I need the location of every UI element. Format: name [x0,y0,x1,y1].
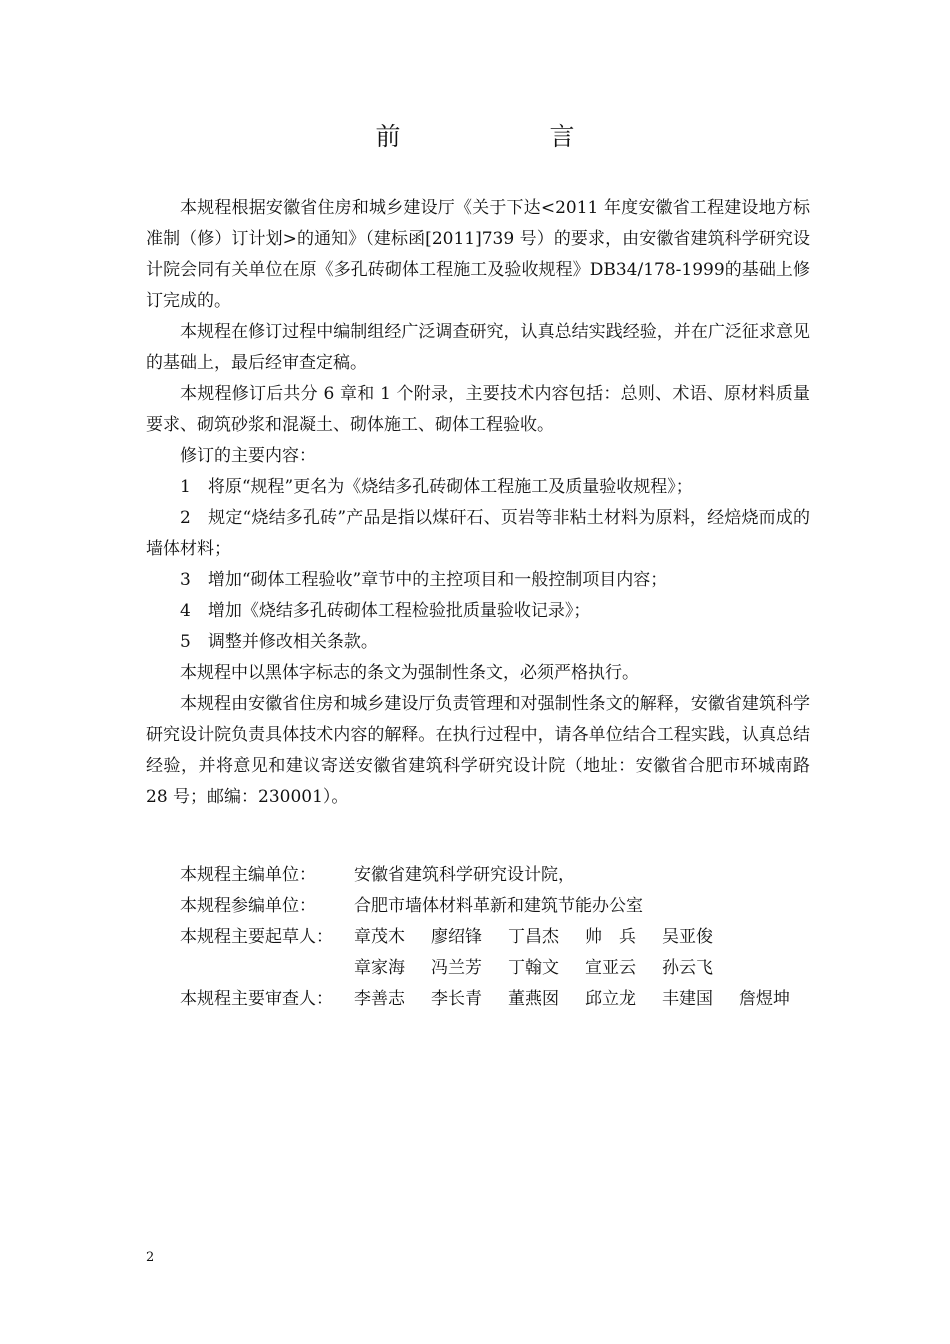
paragraph-revision-heading: 修订的主要内容： [180,446,316,466]
page-title: 前 言 [375,122,637,151]
credit-value: 合肥市墙体材料革新和建筑节能办公室 [354,896,643,916]
reviewer-name: 李长青 [431,989,482,1009]
paragraph-contents: 本规程修订后共分 6 章和 1 个附录，主要技术内容包括：总则、术语、原材料质量要求、砌筑砂浆和混凝土、砌体施工、砌体工程验收。 [146,384,810,435]
drafter-name: 丁翰文 [508,958,559,978]
paragraph-management: 本规程由安徽省住房和城乡建设厅负责管理和对强制性条文的解释，安徽省建筑科学研究设计院负责具体技术内容的解释。在执行过程中，请各单位结合工程实践，认真总结经验，并将意见和建议寄送安徽省建筑科学研究设计院（地址：安徽省合肥市环城南路 28 号；邮编：230001）。 [146,694,810,807]
drafter-name: 冯兰芳 [431,958,482,978]
drafter-name: 宣亚云 [585,958,636,978]
credit-label: 本规程主要审查人： [180,989,333,1009]
revision-item-5: 5 调整并修改相关条款。 [180,632,378,652]
reviewer-names [354,984,816,1015]
drafter-names-row-2 [354,953,739,984]
paragraph-mandatory: 本规程中以黑体字标志的条文为强制性条文，必须严格执行。 [180,663,639,683]
drafter-name: 章家海 [354,958,405,978]
paragraph-basis: 本规程根据安徽省住房和城乡建设厅《关于下达<2011 年度安徽省工程建设地方标准制（修）订计划>的通知》（建标函[2011]739 号）的要求，由安徽省建筑科学研究设计院会同有关单位在原《多孔砖砌体工程施工及验收规程》DB34/178-1999的基础上修订完成的。 [146,198,810,311]
revision-item-3: 3 增加“砌体工程验收”章节中的主控项目和一般控制项目内容； [180,570,668,590]
drafter-names-row-1 [354,922,739,953]
reviewer-name: 李善志 [354,989,405,1009]
credit-value: 安徽省建筑科学研究设计院， [354,865,575,885]
preface-body [146,193,810,813]
reviewer-name: 詹煜坤 [739,989,790,1009]
drafter-name: 帅 兵 [585,927,636,947]
reviewer-name: 邱立龙 [585,989,636,1009]
revision-item-4: 4 增加《烧结多孔砖砌体工程检验批质量验收记录》； [180,601,591,621]
credit-row-co-editor [180,891,820,922]
drafter-name: 廖绍锋 [431,927,482,947]
credit-row-reviewers [180,984,820,1015]
drafter-name: 章茂木 [354,927,405,947]
credit-label: 本规程主编单位： [180,865,316,885]
credit-label-spacer [180,953,354,984]
reviewer-name: 丰建国 [662,989,713,1009]
credit-label: 本规程主要起草人： [180,927,333,947]
page-number: 2 [146,1250,155,1265]
credit-row-drafters [180,922,820,953]
reviewer-name: 董燕囡 [508,989,559,1009]
revision-item-2: 2 规定“烧结多孔砖”产品是指以煤矸石、页岩等非粘土材料为原料，经焙烧而成的墙体材料； [146,508,810,559]
credit-row-drafters-continued [180,953,820,984]
drafter-name: 吴亚俊 [662,927,713,947]
credit-row-chief-editor [180,860,820,891]
paragraph-process: 本规程在修订过程中编制组经广泛调查研究，认真总结实践经验，并在广泛征求意见的基础上，最后经审查定稿。 [146,322,810,373]
revision-item-1: 1 将原“规程”更名为《烧结多孔砖砌体工程施工及质量验收规程》； [180,477,693,497]
drafter-name: 丁昌杰 [508,927,559,947]
drafter-name: 孙云飞 [662,958,713,978]
credits-section [180,860,820,1015]
credit-label: 本规程参编单位： [180,896,316,916]
